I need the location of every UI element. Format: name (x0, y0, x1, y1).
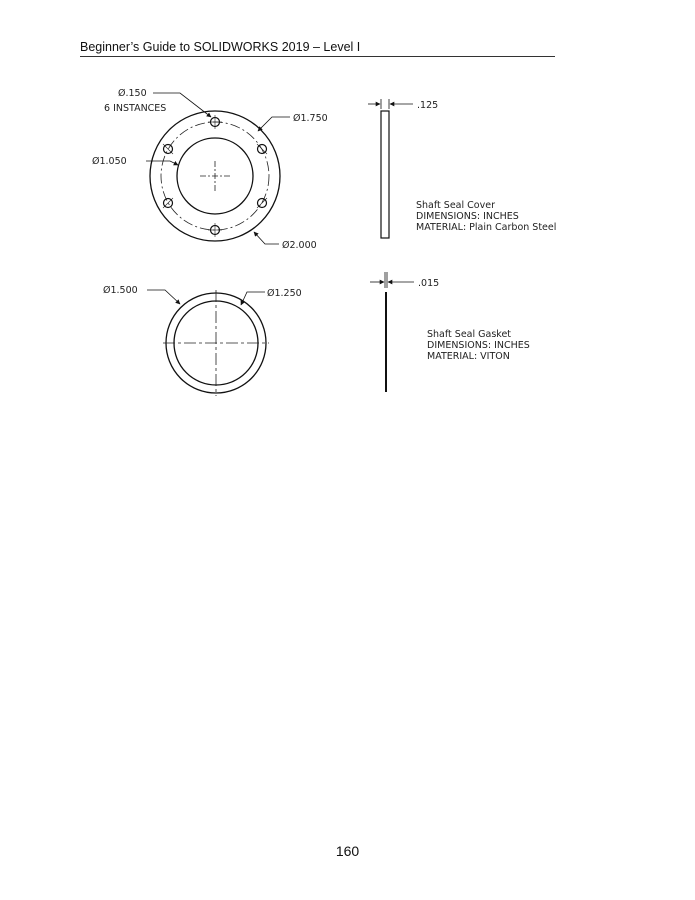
cover-hole-dim: Ø.150 (118, 88, 147, 99)
gasket-side-profile (385, 292, 387, 392)
gasket-inner-dim: Ø1.250 (267, 288, 302, 299)
cover-note-material: MATERIAL: Plain Carbon Steel (416, 222, 557, 233)
cover-inner-dim: Ø1.050 (92, 156, 127, 167)
gasket-note-material: MATERIAL: VITON (427, 351, 510, 362)
gasket-side-view (370, 272, 530, 392)
gasket-note-units: DIMENSIONS: INCHES (427, 340, 530, 351)
cover-front-view (92, 88, 328, 251)
cover-side-view (368, 99, 556, 238)
page-number: 160 (335, 843, 360, 859)
gasket-thickness-dim: .015 (418, 278, 440, 289)
cover-side-profile (381, 111, 389, 238)
cover-outer-dim: Ø2.000 (282, 240, 317, 251)
gasket-front-view (103, 285, 302, 396)
gasket-note-name: Shaft Seal Gasket (427, 329, 512, 340)
cover-thickness-dim: .125 (417, 100, 439, 111)
cover-hole-count: 6 INSTANCES (104, 103, 167, 114)
cover-note-name: Shaft Seal Cover (416, 200, 495, 211)
gasket-outer-dim: Ø1.500 (103, 285, 138, 296)
cover-bolt-circle-dim: Ø1.750 (293, 113, 328, 124)
header-title: Beginner’s Guide to SOLIDWORKS 2019 – Level I (80, 40, 361, 54)
cover-note-units: DIMENSIONS: INCHES (416, 211, 519, 222)
